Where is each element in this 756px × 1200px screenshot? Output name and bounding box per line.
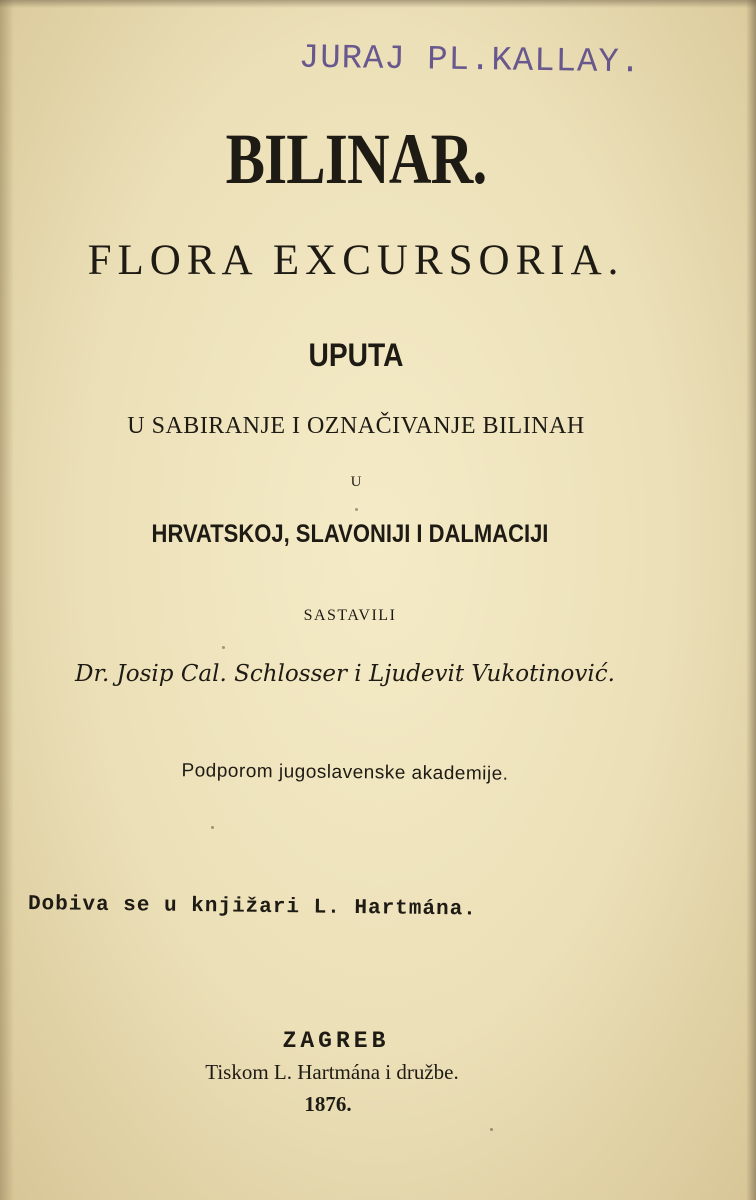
imprint-city: ZAGREB <box>282 1028 390 1054</box>
page-edge-shadow-right <box>746 0 756 1200</box>
book-title: BILINAR. <box>225 119 487 199</box>
page-edge-shadow-top <box>0 0 756 8</box>
connector-word: U <box>350 474 362 490</box>
availability-stamp: Dobiva se u knjižari L. Hartmána. <box>27 893 477 922</box>
authors-line: Dr. Josip Cal. Schlosser i Ljudevit Vukotinović. <box>75 661 615 687</box>
ink-speck <box>490 1128 493 1131</box>
ink-speck <box>211 826 214 829</box>
imprint-printer: Tiskom L. Hartmána i družbe. <box>205 1060 459 1084</box>
regions-line: HRVATSKOJ, SLAVONIJI I DALMACIJI <box>151 520 549 548</box>
imprint-year: 1876. <box>304 1092 352 1116</box>
book-subtitle: FLORA EXCURSORIA. <box>87 237 625 284</box>
compiled-by-label: SASTAVILI <box>303 607 397 624</box>
ink-speck <box>355 508 358 511</box>
owner-stamp: JURAJ PL.KALLAY. <box>298 39 642 83</box>
ink-speck <box>222 646 225 649</box>
page-edge-shadow-left <box>0 0 14 1200</box>
section-heading: UPUTA <box>308 337 404 373</box>
instruction-line: U SABIRANJE I OZNAČIVANJE BILINAH <box>127 413 585 439</box>
support-line: Podporom jugoslavenske akademije. <box>181 760 509 785</box>
